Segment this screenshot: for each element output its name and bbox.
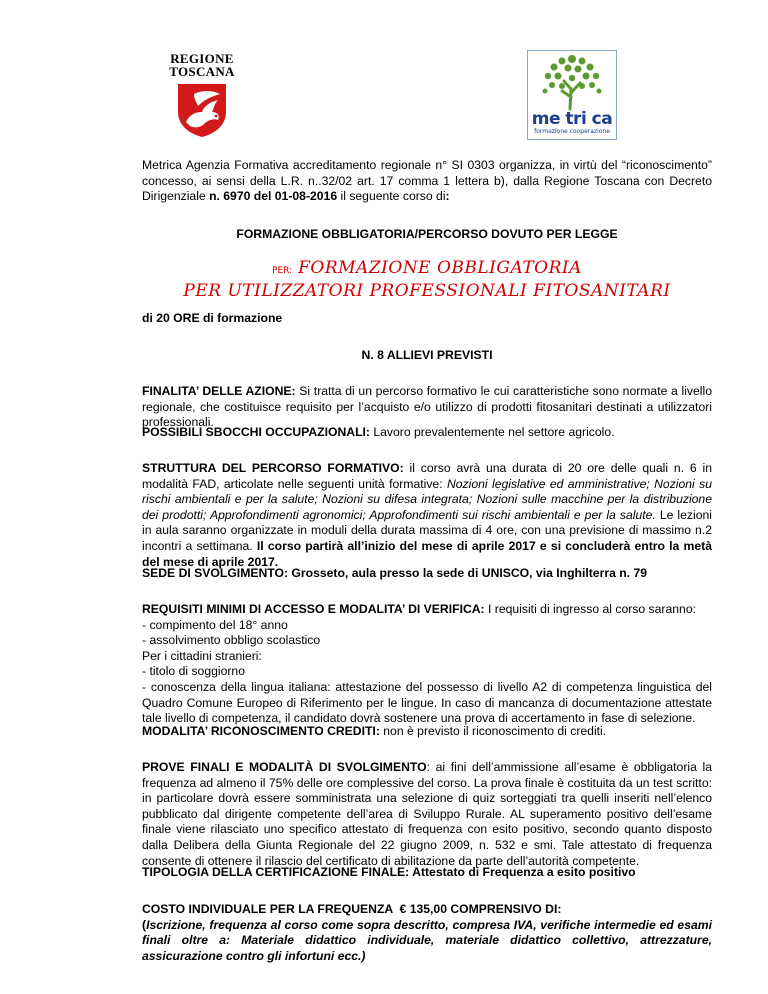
- metrica-logo-name: me tri ca: [531, 109, 613, 129]
- struttura-units: Nozioni legislative ed amministrative; Nozioni su rischi ambientali e per la salute; Nozioni su difesa integrata; Nozioni sulle macchine per la distribuzione dei prodotti; Approfondimenti agronomici; Approfondimenti sui rischi ambientali e per la salute.: [142, 476, 712, 522]
- finalita-text: Si tratta di un percorso formativo le cui caratteristiche sono normate a livello regionale, che costituisce requisito per l’acquisto e/o utilizzo di prodotti fitosanitari destinati a utilizzatori professionali.: [142, 384, 712, 430]
- tree-icon: [528, 51, 616, 111]
- intro-text-a: Metrica Agenzia Formativa accreditamento regionale n° SI 0303 organizza, in virtù del “riconoscimento” concesso, ai sensi della L.R. n..32/02 art. 17 comma 1 lettera b), dalla Regione Toscana con Decreto Dirigenziale: [142, 158, 712, 204]
- requisiti-label: REQUISITI MINIMI DI ACCESSO E MODALITA’ DI VERIFICA:: [142, 602, 485, 616]
- struttura-section: [142, 461, 712, 570]
- intro-text-b: il seguente corso di: [337, 189, 446, 204]
- course-title: [142, 258, 712, 301]
- struttura-text-b: Le lezioni in aula saranno organizzate in moduli della durata massima di 4 ore, con una previsione di massimo n.2 incontri a settimana.: [142, 507, 712, 553]
- requisiti-line: - assolvimento obbligo scolastico: [142, 633, 321, 648]
- requisiti-line: - compimento del 18° anno: [142, 617, 288, 632]
- course-type: FORMAZIONE OBBLIGATORIA/PERCORSO DOVUTO PER LEGGE: [236, 227, 618, 241]
- sbocchi-section: [142, 425, 712, 441]
- struttura-dates: Il corso partirà all’inizio del mese di aprile 2017 e si concluderà entro la metà del mese di aprile 2017.: [142, 538, 712, 569]
- regione-logo-line1: REGIONE: [170, 51, 234, 66]
- metrica-logo-tagline: formazione cooperazione: [534, 128, 610, 135]
- course-title-line2: PER UTILIZZATORI PROFESSIONALI FITOSANITARI: [183, 281, 671, 301]
- sede-section: SEDE DI SVOLGIMENTO: Grosseto, aula presso la sede di UNISCO, via Inghilterra n. 79: [142, 566, 648, 580]
- metrica-logo: [527, 50, 617, 140]
- prove-text: : ai fini dell’ammissione all’esame è obbligatoria la frequenza ad almeno il 75% delle ore complessive del corso. La prova finale è costituita da un test scritto: in particolare dovrà essere somministrata una selezione di quiz sorteggiati tra quelli inseriti nell’elenco pubblicato dal dirigente competente dell’area di Sviluppo Rurale. AL superamento positivo dell’esame finale viene rilasciato uno specifico attestato di frequenza con esito positivo, secondo quanto disposto dalla Delibera della Giunta Regionale del 22 giugno 2009, n. 532 e smi. Tale attestato di frequenza consente di ottenere il rilascio del certificato di abilitazione da parte dell’autorità competente.: [142, 760, 712, 868]
- costo-open-paren: (: [142, 917, 147, 932]
- sbocchi-label: POSSIBILI SBOCCHI OCCUPAZIONALI:: [142, 425, 370, 439]
- crediti-label: MODALITA’ RICONOSCIMENTO CREDITI:: [142, 724, 380, 738]
- costo-details: Iscrizione, frequenza al corso come sopra descritto, compresa IVA, verifiche intermedie ed esami finali oltre a: Materiale didattico individuale, materiale didattico collettivo, attrezzature, assicurazione contro gli infortuni ecc.): [142, 917, 712, 963]
- prove-section: [142, 760, 712, 869]
- crediti-section: [142, 724, 712, 740]
- crediti-text: non è previsto il riconoscimento di crediti.: [379, 724, 607, 738]
- pegasus-shield-icon: [174, 82, 230, 138]
- requisiti-line: Per i cittadini stranieri:: [142, 648, 262, 663]
- requisiti-language: - conoscenza della lingua italiana: attestazione del possesso di livello A2 di competenza linguistica del Quadro Comune Europeo di Riferimento per le lingue. In caso di mancanza di documentazione attestate tale livello di competenza, il candidato dovrà sostenere una prova di accertamento in fase di selezione.: [142, 679, 712, 726]
- struttura-label: STRUTTURA DEL PERCORSO FORMATIVO:: [142, 461, 404, 475]
- course-title-per: PER:: [272, 266, 293, 276]
- regione-logo-line2: TOSCANA: [169, 64, 235, 79]
- costo-title: COSTO INDIVIDUALE PER LA FREQUENZA € 135,00 COMPRENSIVO DI:: [142, 902, 562, 916]
- finalita-section: [142, 384, 712, 431]
- certificazione-section: TIPOLOGIA DELLA CERTIFICAZIONE FINALE: Attestato di Frequenza a esito positivo: [142, 865, 636, 879]
- finalita-label: FINALITA’ DELLE AZIONE:: [142, 384, 296, 398]
- intro-decree: n. 6970 del 01-08-2016: [209, 189, 338, 204]
- requisiti-line: - titolo di soggiorno: [142, 664, 245, 679]
- intro-colon: :: [445, 189, 450, 204]
- course-hours: di 20 ORE di formazione: [142, 311, 283, 325]
- requisiti-section: [142, 602, 712, 727]
- prove-label: PROVE FINALI E MODALITÀ DI SVOLGIMENTO: [142, 760, 427, 774]
- course-title-line1: FORMAZIONE OBBLIGATORIA: [292, 258, 582, 278]
- intro-paragraph: [142, 158, 712, 205]
- sbocchi-text: Lavoro prevalentemente nel settore agricolo.: [369, 425, 615, 439]
- students-count: N. 8 ALLIEVI PREVISTI: [361, 348, 493, 362]
- struttura-text-a: il corso avrà una durata di 20 ore delle quali n. 6 in modalità FAD, articolate nelle seguenti unità formative:: [142, 461, 713, 491]
- requisiti-text: I requisiti di ingresso al corso saranno:: [484, 602, 696, 616]
- regione-toscana-logo: [163, 52, 241, 138]
- costo-section: [142, 902, 712, 964]
